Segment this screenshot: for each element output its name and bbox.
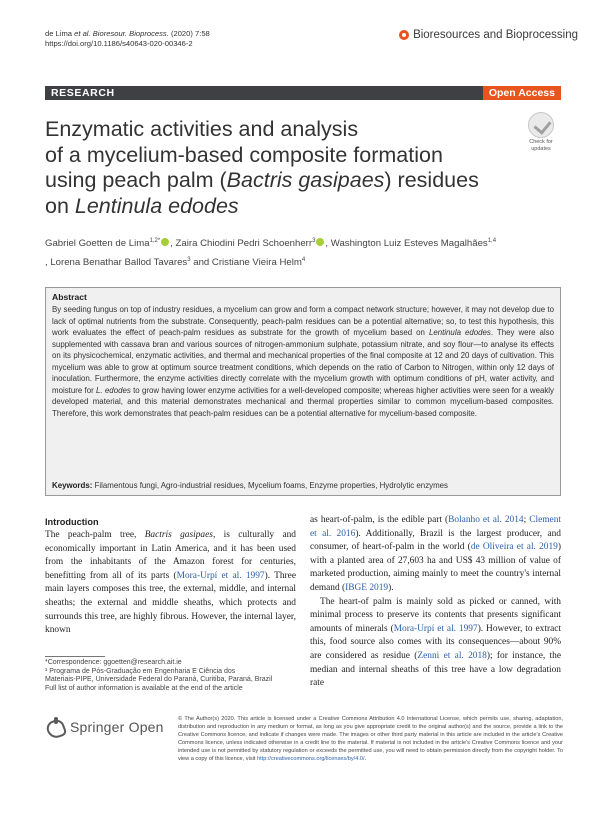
title-line-3-post: ) residues xyxy=(384,168,479,192)
author-list xyxy=(45,233,565,271)
intro-species: Bactris gasipaes xyxy=(144,530,213,540)
abstract-part-2: . They were also supplemented with cassava bran and various sources of nitrogen-ammonium sulphate, potassium nitrate, and soy flour—to analyse its effects on its physicochemical, enzymatic activities, and thermal and mechanical properties of the final composite at 12 and 20 days of cultivation. This mycelium was able to grow at optimum source treatment conditions, which depends on the ratio of Carbon to Nitrogen, within only 12 days of inoculation. Furthermore, the enzyme activities directly correlate with the mycelium growth with optimum conditions of pH, water activity, and moisture for xyxy=(52,328,555,395)
right-text-1: as heart-of-palm, is the edible part ( xyxy=(310,515,449,525)
intro-paragraph xyxy=(45,529,296,638)
right-text-7: ). However, to extract this, food source also comes with its consequences—about 90% are considered as residue ( xyxy=(310,623,561,661)
right-text-8: ); for instance, the median and internal sheaths of this tree have a low degradation rate xyxy=(310,650,562,689)
keywords-line xyxy=(52,480,448,491)
right-ref-5[interactable]: Mora-Urpí et al. 1997 xyxy=(393,623,478,634)
citation-authors: de Lima xyxy=(45,29,75,38)
intro-text-1: The peach-palm tree, xyxy=(45,530,145,540)
abstract-species-2: L. edodes xyxy=(96,385,131,395)
title-line-1: Enzymatic activities and analysis xyxy=(45,117,359,141)
footnote xyxy=(45,659,296,693)
abstract-part-3: to grow having lower enzyme activities for a well-developed composite; whereas higher activities were seen for a weakly developed material, and this material demonstrates mechanical and thermal properties similar to common mycelium-based composites. Therefore, this work demonstrates that peach-palm residues can be a potential alternative for mycelium-based composite. xyxy=(52,385,554,418)
open-access-badge: Open Access xyxy=(483,86,561,100)
footnote-divider xyxy=(45,656,105,657)
abstract-species-1: Lentinula edodes xyxy=(428,328,491,337)
author-3-affil: 1,4 xyxy=(487,238,497,244)
correspondence[interactable]: *Correspondence: ggoetten@research.ait.ie xyxy=(45,659,182,666)
publisher-logo xyxy=(45,716,164,738)
title-line-2: of a mycelium-based composite formation xyxy=(45,142,443,167)
right-ref-4[interactable]: IBGE 2019 xyxy=(345,582,389,593)
right-ref-3[interactable]: de Oliveira et al. 2019 xyxy=(470,542,558,553)
title-species: Bactris gasipaes xyxy=(226,168,385,192)
right-column xyxy=(310,514,561,691)
springer-horse-icon xyxy=(45,716,65,738)
journal-logo-icon xyxy=(399,30,409,40)
check-for-updates-button[interactable] xyxy=(521,112,561,152)
author-4-affil: 3 xyxy=(187,257,191,264)
abstract-heading: Abstract xyxy=(52,292,87,302)
orcid-icon[interactable] xyxy=(316,238,324,246)
author-info-note: Full list of author information is available at the end of the article xyxy=(45,684,243,692)
right-text-2: ; xyxy=(523,515,530,525)
author-5-affil: 4 xyxy=(301,257,306,264)
citation-year: (2020) 7:58 xyxy=(168,29,210,38)
introduction-heading: Introduction xyxy=(45,517,99,527)
right-text-3: ). Additionally, Brazil is the largest producer, and consumer, of heart-of-palm in the world ( xyxy=(310,528,561,553)
author-4[interactable]: , Lorena Benathar Ballod Tavares xyxy=(45,257,188,269)
journal-branding xyxy=(399,29,578,41)
journal-name: Bioresources and Bioprocessing xyxy=(413,29,578,41)
keywords-label: Keywords: xyxy=(52,481,93,490)
title-fungus: Lentinula edodes xyxy=(74,193,239,218)
article-type-band xyxy=(45,86,561,100)
intro-text-3: ). Three main layers composes this tree, the external, middle, and internal sheaths; the external and middle sheaths, which protects and surrounds this tree, are highly fibrous. However, the internal layer, known xyxy=(45,570,296,636)
check-updates-label-1: Check for xyxy=(529,139,553,145)
title-line-4 xyxy=(45,194,515,220)
affiliation-line-1: ¹ Programa de Pós-Graduação em Engenharia E Ciência dos xyxy=(45,667,236,675)
citation-journal: et al. Bioresour. Bioprocess. xyxy=(74,29,169,38)
abstract-part-1: By seeding fungus on top of industry residues, a mycelium can grow and form a compact network structure; however, it may not develop due to lack of optimal nutrients from the substrate. Consequently, peach-palm residues can be a potential alternative; so, to test this hypothesis, this work evaluates the effect of peach-palm residues as substrate for the growth of mycelium based on xyxy=(52,305,554,337)
author-5[interactable]: and Cristiane Vieira Helm xyxy=(190,257,302,269)
article-title xyxy=(45,117,515,219)
author-3[interactable]: , Washington Luiz Esteves Magalhães xyxy=(325,238,488,250)
check-updates-label-2: updates xyxy=(531,146,551,152)
license-link[interactable]: http://creativecommons.org/licenses/by/4.0/ xyxy=(256,755,365,762)
right-paragraph-1 xyxy=(310,514,561,596)
doi-link[interactable]: https://doi.org/10.1186/s40643-020-00346-2 xyxy=(45,39,193,48)
license-end: . xyxy=(364,755,367,762)
right-ref-2[interactable]: Clement et al. 2016 xyxy=(310,515,562,539)
author-1-affil: 1,2* xyxy=(149,238,161,244)
right-text-5: ). xyxy=(388,582,394,593)
citation-header xyxy=(45,29,210,49)
publisher-name: Springer Open xyxy=(70,719,164,735)
license-text xyxy=(178,716,563,763)
author-1[interactable]: Gabriel Goetten de Lima xyxy=(45,238,150,250)
right-ref-1[interactable]: Bolanho et al. 2014 xyxy=(448,515,524,525)
check-updates-icon xyxy=(528,112,554,138)
keywords-list: Filamentous fungi, Agro-industrial residues, Mycelium foams, Enzyme properties, Hydrolytic enzymes xyxy=(92,481,448,490)
intro-text-2: , is culturally and economically important in Latin America, and it has been used from the inhabitants of the Amazon forest for centuries, benefitting from all of its parts ( xyxy=(45,530,296,581)
right-text-4: ) with a planted area of 27,603 ha and US$ 43 million of value of marketed production, aiming mainly to meet the country's internal demand ( xyxy=(310,542,561,593)
author-2[interactable]: , Zaira Chiodini Pedri Schoenherr xyxy=(170,238,313,250)
right-paragraph-2 xyxy=(310,596,561,691)
title-line-3 xyxy=(45,168,515,194)
article-type-label: RESEARCH xyxy=(51,87,115,99)
abstract-box xyxy=(45,287,561,496)
intro-ref-1[interactable]: Mora-Urpí et al. 1997 xyxy=(176,570,265,581)
license-body: © The Author(s) 2020. This article is licensed under a Creative Commons Attribution 4.0 International License, which permits use, sharing, adaptation, distribution and reproduction in any medium or format, as long as you give appropriate credit to the original author(s) and the source, provide a link to the Creative Commons licence, and indicate if changes were made. The images or other third party material in this article are included in the article's Creative Commons licence, unless indicated otherwise in a credit line to the material. If material is not included in the article's Creative Commons licence and your intended use is not permitted by statutory regulation or exceeds the permitted use, you will need to obtain permission directly from the copyright holder. To view a copy of this licence, visit xyxy=(178,716,563,762)
orcid-icon[interactable] xyxy=(161,238,169,246)
right-text-6: The heart-of palm is mainly sold as picked or canned, with minimal process to preserve its contents that presents significant amounts of minerals ( xyxy=(310,596,561,634)
title-line-4-pre: on xyxy=(45,193,75,218)
title-line-3-pre: using peach palm ( xyxy=(45,168,227,192)
affiliation-line-2: Materiais-PIPE, Universidade Federal do Paraná, Curitiba, Paraná, Brazil xyxy=(45,676,273,684)
right-ref-6[interactable]: Zenni et al. 2018 xyxy=(417,650,487,661)
author-2-affil: 3 xyxy=(312,238,316,244)
abstract-body xyxy=(52,304,554,419)
